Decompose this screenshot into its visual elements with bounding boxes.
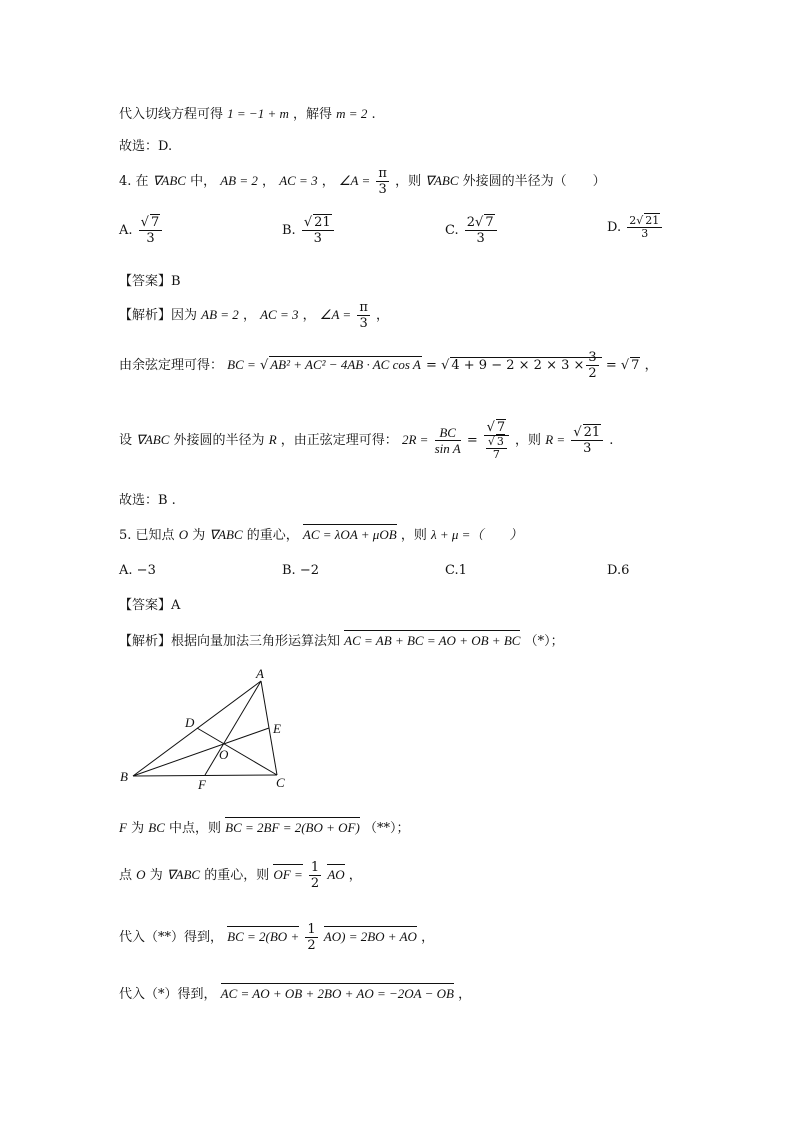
text: ，则: [400, 528, 427, 543]
fraction-complex: $\frac{√ 7}{\frac{√ 3}{7}}$: [484, 420, 509, 461]
text: ，: [242, 308, 256, 323]
radicand: 4 + 9 − 2 × 2 × 3 ×: [451, 358, 585, 373]
option-fraction: $\frac{√ 7}{3}$: [139, 215, 163, 246]
text: 点: [119, 868, 133, 883]
q-number: 5. 已知点: [119, 528, 175, 543]
lhs: R =: [545, 432, 566, 447]
ab-value: AB = 2: [201, 307, 239, 322]
explanation-1: [119, 300, 389, 331]
num: BC: [435, 425, 461, 441]
triangle: ∇ABC: [425, 173, 459, 188]
segment: BC: [148, 820, 165, 835]
label-b: B: [120, 769, 128, 784]
option-letter: B.: [282, 563, 296, 578]
option-letter: D.: [607, 563, 622, 578]
substitute-line-1: [119, 922, 434, 953]
text: ，则: [515, 433, 542, 448]
den: 3: [146, 231, 155, 246]
radicand: 21: [645, 214, 660, 227]
explanation-2: [119, 630, 564, 649]
result: m = 2: [336, 106, 368, 121]
den: 3: [378, 182, 387, 197]
den: 3: [641, 227, 649, 240]
vector-equation: BC = 2BF = 2(BO + OF): [225, 820, 360, 835]
num: π: [378, 166, 387, 181]
option-fraction: $\frac{2√ 21}{3}$: [627, 215, 662, 240]
text: 为: [192, 528, 206, 543]
radicand: 7: [485, 215, 494, 230]
text: （*）；: [524, 634, 564, 649]
triangle: ∇ABC: [152, 173, 186, 188]
option-c: [445, 215, 499, 246]
text: 的重心，: [246, 528, 299, 543]
text: ，由正弦定理可得：: [280, 433, 398, 448]
den: 3: [583, 441, 592, 456]
option-fraction: $\frac{2√ 7}{3}$: [465, 215, 497, 246]
text: ，: [321, 174, 335, 189]
ac-value: AC = 3: [279, 173, 318, 188]
vector-equation: BC = 2(BO +: [227, 929, 300, 944]
text: 代入（*）得到，: [119, 987, 217, 1002]
option-fraction: $\frac{√ 21}{3}$: [302, 215, 334, 246]
equals: =: [426, 358, 437, 373]
sine-law-line: [119, 420, 613, 461]
line-choose-b: 故选：B .: [119, 493, 176, 508]
option-letter: C.: [445, 563, 459, 578]
fraction-bc-sina: [435, 425, 461, 456]
option-letter: A.: [119, 563, 133, 578]
label: 由余弦定理可得：: [119, 358, 224, 373]
question-5: [119, 524, 522, 543]
equals: =: [605, 358, 617, 373]
den: 3: [313, 231, 322, 246]
text: 代入（**）得到，: [119, 930, 224, 945]
den: 2: [310, 876, 320, 891]
vector-equation: AO) = 2BO + AO: [323, 929, 417, 944]
text: 为: [149, 868, 163, 883]
text: ，则: [395, 174, 422, 189]
median-be: [133, 728, 269, 776]
text: ，: [376, 308, 390, 323]
num: 1: [310, 860, 320, 875]
label: 【解析】根据向量加法三角形运算法知: [119, 634, 341, 649]
text: ，解得: [293, 107, 333, 122]
den: 2: [307, 938, 316, 953]
q5-option-a: [119, 563, 156, 578]
label-c: C: [276, 775, 285, 790]
side-bc: [133, 775, 277, 776]
equation: 1 = −1 + m: [227, 106, 289, 121]
fraction-result: $\frac{√ 21}{3}$: [571, 425, 603, 456]
option-letter: B.: [282, 223, 296, 238]
text: ，: [262, 174, 276, 189]
q-number: 4. 在: [119, 174, 149, 189]
equals: =: [466, 433, 478, 448]
text: ，: [348, 868, 362, 883]
vector: AO: [327, 867, 345, 882]
text: 外接圆的半径为: [173, 433, 265, 448]
radicand: 21: [314, 215, 331, 230]
fraction-half: [309, 860, 321, 891]
num: 1: [307, 922, 316, 937]
question: λ + μ =（ ）: [430, 527, 523, 542]
text: ，: [421, 930, 435, 945]
option-letter: C.: [445, 223, 459, 238]
point: O: [136, 867, 146, 882]
radicand: AB² + AC² − 4AB · AC cos A: [270, 357, 421, 372]
option-value: 6: [621, 563, 630, 578]
radius: R: [268, 432, 277, 447]
text: （**）；: [363, 821, 410, 836]
radicand: 7: [150, 215, 160, 230]
triangle-figure: [115, 665, 300, 795]
text: 为: [131, 821, 145, 836]
label-o: O: [219, 747, 229, 762]
inner-num: 3: [496, 435, 504, 448]
result: 7: [631, 358, 640, 373]
text: 中点，则: [169, 821, 222, 836]
vector-equation: AC = AO + OB + 2BO + AO = −2OA − OB: [220, 986, 454, 1001]
q5-option-d: [607, 563, 629, 578]
q5-option-c: [445, 563, 467, 578]
option-value: −2: [299, 563, 319, 578]
ac-value: AC = 3: [260, 307, 299, 322]
coef: 2: [466, 215, 476, 230]
midpoint-line: [119, 817, 409, 836]
triangle: ∇ABC: [209, 527, 243, 542]
text: .: [609, 433, 614, 448]
option-letter: A.: [119, 223, 133, 238]
num: π: [359, 300, 368, 315]
vector-equation: AC = λOA + μOB: [302, 527, 397, 542]
num: 21: [583, 425, 601, 440]
centroid-line: [119, 860, 362, 891]
q5-option-b: [282, 563, 319, 578]
angle: ∠A =: [319, 307, 352, 322]
triangle: ∇ABC: [136, 432, 170, 447]
coef: 2: [629, 214, 637, 227]
fraction-pi-3: [357, 300, 370, 331]
text: ，: [302, 308, 316, 323]
triangle: ∇ABC: [166, 867, 201, 882]
num: 7: [496, 420, 506, 435]
text: .: [371, 107, 376, 122]
den: 3: [359, 316, 368, 331]
inner-den: 7: [492, 448, 500, 461]
label: 【解析】因为: [119, 308, 198, 323]
text: 的重心，则: [204, 868, 270, 883]
text: 外接圆的半径为（ ）: [462, 174, 606, 189]
option-value: −3: [136, 563, 156, 578]
vector-equation: AC = AB + BC = AO + OB + BC: [344, 633, 521, 648]
text: 设: [119, 433, 133, 448]
den: sin A: [434, 441, 461, 456]
fraction-half: [305, 922, 317, 953]
label-e: E: [273, 721, 281, 736]
text: ，: [458, 987, 472, 1002]
point: F: [119, 820, 127, 835]
angle: ∠A =: [338, 173, 371, 188]
ab-value: AB = 2: [220, 173, 258, 188]
line-substitute: [119, 103, 376, 122]
option-b: [282, 215, 336, 246]
text: 代入切线方程可得: [119, 107, 224, 122]
label-f: F: [198, 777, 206, 792]
label-a: A: [256, 666, 264, 681]
den: 3: [476, 231, 485, 246]
lhs: BC =: [227, 357, 256, 372]
line-choose-d: 故选：D.: [119, 139, 173, 154]
option-d: [607, 215, 664, 240]
option-letter: D.: [607, 220, 622, 235]
point: O: [178, 527, 189, 542]
substitute-line-2: [119, 983, 471, 1002]
lhs: 2R =: [401, 432, 429, 447]
question-4: [119, 166, 606, 197]
text: ，: [644, 358, 658, 373]
fraction-3-2: $\frac{3}{2}$: [588, 350, 597, 381]
option-a: [119, 215, 164, 246]
answer-a: 【答案】A: [119, 598, 181, 613]
cosine-law-line: 由余弦定理可得： BC = √ AB² + AC² − 4AB · AC cos A = √ 4 + 9 − 2 × 2 × 3 × $\frac{3}{2}$ = √ 7 ，: [119, 350, 658, 381]
label-d: D: [185, 715, 195, 730]
fraction-pi-3: [376, 166, 389, 197]
vector: OF =: [273, 867, 303, 882]
answer-b: 【答案】B: [119, 274, 181, 289]
text: 中，: [190, 174, 217, 189]
option-value: 1: [458, 563, 467, 578]
